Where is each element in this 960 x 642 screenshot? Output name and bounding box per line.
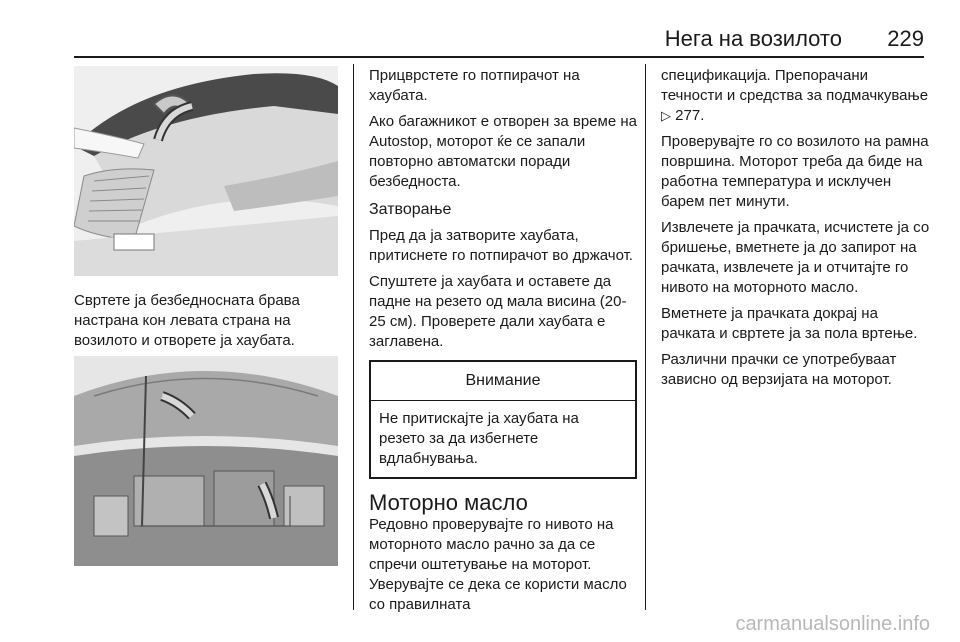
hood-release-illustration — [74, 66, 338, 276]
text-column-3 — [661, 66, 933, 396]
text-column-2 — [369, 66, 637, 621]
figure-1-caption: Свртете ја безбедносната брава настрана кон левата страна на возилото и отворете ја хаубата. — [74, 292, 300, 349]
warning-title: Внимание — [371, 362, 635, 401]
engine-bay-illustration — [74, 356, 338, 566]
header-rule — [74, 56, 924, 58]
paragraph: Различни прачки се употребуваат зависно од верзијата на моторот. — [661, 351, 897, 388]
page-reference[interactable]: 277. — [675, 107, 705, 124]
column-divider-2 — [645, 64, 646, 610]
watermark: carmanualsonline.info — [735, 613, 930, 635]
paragraph: Спуштете ја хаубата и оставете да падне на резето од мала висина (20-25 см). Проверете дали хаубата е заглавена. — [369, 273, 627, 350]
paragraph — [661, 66, 933, 126]
closing-heading: Затворање — [369, 201, 452, 218]
page-reference-icon: ▷ — [661, 108, 671, 123]
paragraph: Извлечете ја прачката, исчистете ја со бришење, вметнете ја до запирот на рачката, извлечете ја и отчитајте го нивото на моторното масло. — [661, 219, 930, 296]
paragraph: Ако багажникот е отворен за време на Autostop, моторот ќе се запали повторно автоматски поради безбедноста. — [369, 113, 637, 190]
paragraph: Пред да ја затворите хаубата, притиснете го потпирачот во држачот. — [369, 227, 633, 264]
page-number: 229 — [887, 26, 924, 51]
paragraph: Вметнете ја прачката докрај на рачката и свртете ја за пола вртење. — [661, 305, 918, 342]
engine-oil-heading: Моторно масло — [369, 490, 528, 515]
paragraph: Редовно проверувајте го нивото на моторното масло рачно за да се спречи оштетување на моторот. Уверувајте се дека се користи масло со правилната — [369, 516, 627, 613]
paragraph: Прицврстете го потпирачот на хаубата. — [369, 67, 580, 104]
warning-box — [369, 360, 637, 479]
column-divider-1 — [353, 64, 354, 610]
warning-text: Не притискајте ја хаубата на резето за да избегнете вдлабнувања. — [379, 410, 579, 467]
page-header-title: Нега на возилото — [664, 26, 842, 51]
paragraph-text: спецификација. Препорачани течности и средства за подмачкување — [661, 67, 929, 104]
paragraph: Проверувајте го со возилото на рамна површина. Моторот треба да биде на работна температура и исклучен барем пет минути. — [661, 133, 929, 210]
